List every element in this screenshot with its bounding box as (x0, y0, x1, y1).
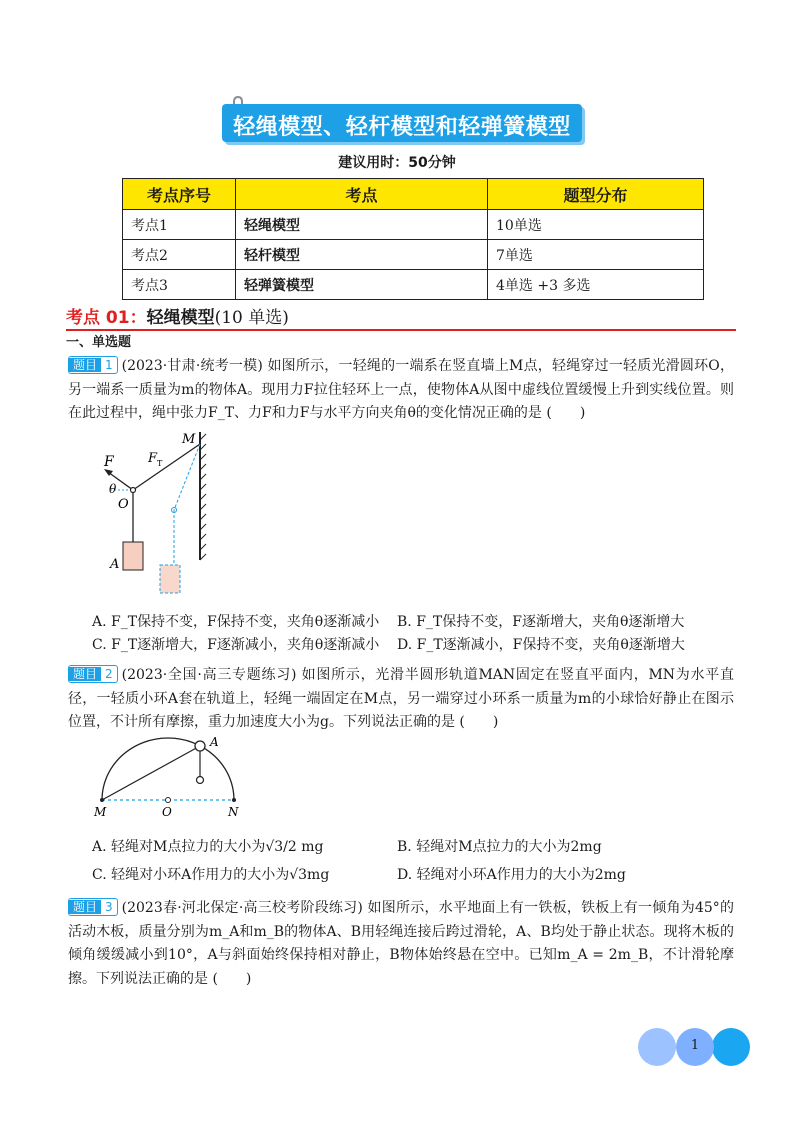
option-b: B. 轻绳对M点拉力的大小为2mg (397, 839, 602, 855)
table-cell: 4单选 +3 多选 (488, 270, 704, 300)
subheading: 一、单选题 (66, 335, 132, 350)
section-count: (10 单选) (214, 308, 289, 328)
topic-table (122, 178, 704, 300)
figure-label-ft-sub: T (157, 459, 163, 468)
table-row (123, 270, 704, 300)
question-3 (68, 897, 734, 991)
title-banner (222, 104, 582, 142)
page-number: 1 (690, 1038, 700, 1053)
table-cell: 考点3 (123, 270, 236, 300)
question-badge: 题目 2 (68, 665, 118, 683)
question-1 (68, 355, 734, 426)
table-row (123, 240, 704, 270)
question-badge: 题目 1 (68, 356, 118, 374)
figure-label-o: O (118, 497, 129, 512)
table-cell: 考点1 (123, 210, 236, 240)
figure-label-a: A (210, 735, 219, 749)
table-cell: 10单选 (488, 210, 704, 240)
table-header: 题型分布 (488, 179, 704, 210)
figure-label-ft: F (148, 451, 158, 466)
section-title: 轻绳模型 (146, 308, 215, 328)
table-header-row (123, 179, 704, 210)
option-c: C. 轻绳对小环A作用力的大小为√3mg (92, 867, 330, 883)
figure-label-m: M (94, 805, 107, 819)
question-text: (2023春·河北保定·高三校考阶段练习) 如图所示，水平地面上有一铁板，铁板上有一倾角为45°的活动木板，质量分别为m_A和m_B的物体A、B用轻绳连接后跨过滑轮，A、B均处于静止状态。现将木板的倾角缓缓减小到10°，A与斜面始终保持相对静止，B物体始终悬在空中。已知m_A = 2m_B，不计滑轮摩擦。下列说法正确的是 ( ) (68, 900, 734, 987)
figure-2 (90, 734, 250, 824)
figure-label-a: A (110, 557, 120, 572)
option-a: A. F_T保持不变，F保持不变，夹角θ逐渐减小 (92, 614, 380, 630)
question-text: (2023·甘肃·统考一模) 如图所示，一轻绳的一端系在竖直墙上M点，轻绳穿过一轻质光滑圆环O，另一端系一质量为m的物体A。现用力F拉住轻环上一点，使物体A从图中虚线位置缓慢上升到实线位置。则在此过程中，绳中张力F_T、力F和力F与水平方向夹角θ的变化情况正确的是 ( ) (68, 358, 734, 421)
section-prefix: 考点 01： (66, 308, 147, 328)
figure-label-o: O (162, 805, 172, 819)
question-badge: 题目 3 (68, 898, 118, 916)
suggested-time: 建议用时：50分钟 (338, 155, 456, 171)
question-2 (68, 664, 734, 735)
table-cell: 轻杆模型 (236, 240, 488, 270)
table-header: 考点序号 (123, 179, 236, 210)
table-header: 考点 (236, 179, 488, 210)
question-text: (2023·全国·高三专题练习) 如图所示，光滑半圆形轨道MAN固定在竖直平面内，MN为水平直径，一轻质小环A套在轨道上，轻绳一端固定在M点，另一端穿过小环系一质量为m的小球恰好静止在图示位置，不计所有摩擦，重力加速度大小为g。下列说法正确的是 ( ) (68, 667, 734, 730)
page-title: 轻绳模型、轻杆模型和轻弹簧模型 (233, 115, 571, 140)
figure-label-m: M (182, 432, 196, 447)
table-cell: 轻弹簧模型 (236, 270, 488, 300)
table-cell: 7单选 (488, 240, 704, 270)
figure-label-n: N (228, 805, 239, 819)
option-d: D. F_T逐渐减小，F保持不变，夹角θ逐渐增大 (397, 637, 685, 653)
table-cell: 轻绳模型 (236, 210, 488, 240)
section-heading (66, 303, 736, 331)
figure-label-theta: θ (109, 482, 117, 496)
option-b: B. F_T保持不变，F逐渐增大，夹角θ逐渐增大 (397, 614, 685, 630)
option-d: D. 轻绳对小环A作用力的大小为2mg (397, 867, 626, 883)
option-c: C. F_T逐渐增大，F逐渐减小，夹角θ逐渐减小 (92, 637, 380, 653)
figure-1 (96, 428, 226, 607)
figure-label-f: F (104, 454, 114, 470)
table-row (123, 210, 704, 240)
table-cell: 考点2 (123, 240, 236, 270)
option-a: A. 轻绳对M点拉力的大小为√3/2 mg (92, 839, 324, 855)
